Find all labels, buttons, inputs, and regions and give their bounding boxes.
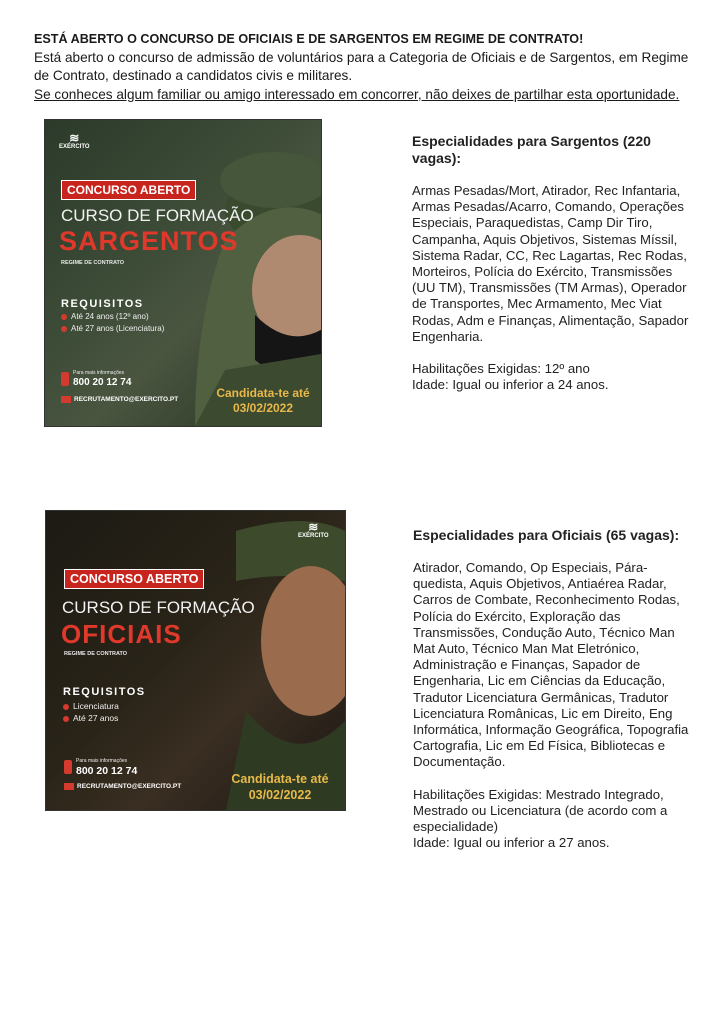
intro-block xyxy=(34,30,694,104)
course-label: CURSO DE FORMAÇÃO xyxy=(61,206,254,225)
deadline-date: 03/02/2022 xyxy=(248,788,312,802)
mail-icon xyxy=(64,783,74,790)
oficiais-idade: Idade: Igual ou inferior a 27 anos. xyxy=(413,835,610,851)
bullet-icon xyxy=(63,716,69,722)
bullet-icon xyxy=(63,704,69,710)
info-label: Para mais informações xyxy=(76,758,128,764)
oficiais-habilitacoes: Habilitações Exigidas: Mestrado Integrado, Mestrado ou Licenciatura (de acordo com a especialidade) xyxy=(413,786,668,835)
poster-sargentos xyxy=(44,119,322,427)
requirements-heading: REQUISITOS xyxy=(63,686,146,698)
army-logo: ≋ EXÉRCITO xyxy=(298,520,329,539)
deadline xyxy=(218,771,342,803)
deadline-label: Candidata-te até xyxy=(216,386,310,400)
requirement-item: Até 24 anos (12º ano) xyxy=(61,312,149,321)
email-address: RECRUTAMENTO@EXERCITO.PT xyxy=(77,783,182,790)
deadline xyxy=(203,386,322,416)
bullet-icon xyxy=(61,314,67,320)
bullet-icon xyxy=(61,326,67,332)
intro-title: ESTÁ ABERTO O CONCURSO DE OFICIAIS E DE SARGENTOS EM REGIME DE CONTRATO! xyxy=(34,32,584,46)
sargentos-list: Armas Pesadas/Mort, Atirador, Rec Infantaria, Armas Pesadas/Acarro, Comando, Operações Especiais, Paraquedistas, Camp Dir Tiro, Campanha, Aquis Objetivos, Sistemas Míssil, Sistema Radar, CC, Rec Lagartas, Rec Rodas, Morteiros, Polícia do Exército, Transmissões (UU TM), Transmissões (TM Armas), Operador de Transportes, Mec Armamento, Mec Viat Rodas, Adm e Finanças, Alimentação, Sapador Engenharia. xyxy=(412,183,689,344)
oficiais-section xyxy=(413,527,693,851)
mail-icon xyxy=(61,396,71,403)
oficiais-list: Atirador, Comando, Op Especiais, Pára-quedista, Aquis Objetivos, Antiaérea Radar, Carros de Combate, Reconhecimento Rodas, Polícia do Exército, Exploração das Transmissões, Condução Auto, Técnico Man Mat Auto, Técnico Man Mat Eletrónico, Administração e Finanças, Sapador de Engenharia, Lic em Ciências da Educação, Tradutor Licenciatura Germânicas, Tradutor Licenciatura Românicas, Lic em Direito, Eng Informática, Informação Geográfica, Topografia Cartografia, Lic em Ed Física, Bibliotecas e Documentação. xyxy=(413,560,689,770)
email-address: RECRUTAMENTO@EXERCITO.PT xyxy=(74,396,179,403)
requirement-item: Até 27 anos xyxy=(63,713,118,723)
regime-label: REGIME DE CONTRATO xyxy=(64,651,128,657)
sargentos-heading: Especialidades para Sargentos (220 vagas): xyxy=(412,133,651,166)
info-label: Para mais informações xyxy=(73,370,125,376)
phone-icon xyxy=(61,372,69,386)
deadline-date: 03/02/2022 xyxy=(232,401,294,415)
regime-label: REGIME DE CONTRATO xyxy=(61,260,125,266)
poster-oficiais xyxy=(45,510,346,811)
army-logo: ≋ EXÉRCITO xyxy=(59,131,90,150)
course-name: OFICIAIS xyxy=(61,619,182,649)
army-logo-icon: ≋ xyxy=(308,520,319,534)
intro-share-text: Se conheces algum familiar ou amigo interessado em concorrer, não deixes de partilhar esta oportunidade. xyxy=(34,86,680,102)
oficiais-heading: Especialidades para Oficiais (65 vagas): xyxy=(413,527,680,543)
army-logo-icon: ≋ xyxy=(69,131,80,145)
phone-icon xyxy=(64,760,72,774)
phone-number: 800 20 12 74 xyxy=(76,765,138,777)
open-contest-badge: CONCURSO ABERTO xyxy=(64,569,204,589)
sargentos-idade: Idade: Igual ou inferior a 24 anos. xyxy=(412,377,609,393)
requirement-item: Licenciatura xyxy=(63,701,119,711)
requirement-item: Até 27 anos (Licenciatura) xyxy=(61,324,164,333)
course-label: CURSO DE FORMAÇÃO xyxy=(62,598,255,617)
intro-body: Está aberto o concurso de admissão de voluntários para a Categoria de Oficiais e de Sargentos, em Regime de Contrato, destinado a candidatos civis e militares. xyxy=(34,49,689,83)
sargentos-section xyxy=(412,133,692,393)
requirements-heading: REQUISITOS xyxy=(61,298,144,310)
course-name: SARGENTOS xyxy=(59,226,239,256)
deadline-label: Candidata-te até xyxy=(231,772,329,786)
open-contest-badge: CONCURSO ABERTO xyxy=(61,180,196,200)
sargentos-habilitacoes: Habilitações Exigidas: 12º ano xyxy=(412,361,590,377)
phone-number: 800 20 12 74 xyxy=(73,377,132,388)
